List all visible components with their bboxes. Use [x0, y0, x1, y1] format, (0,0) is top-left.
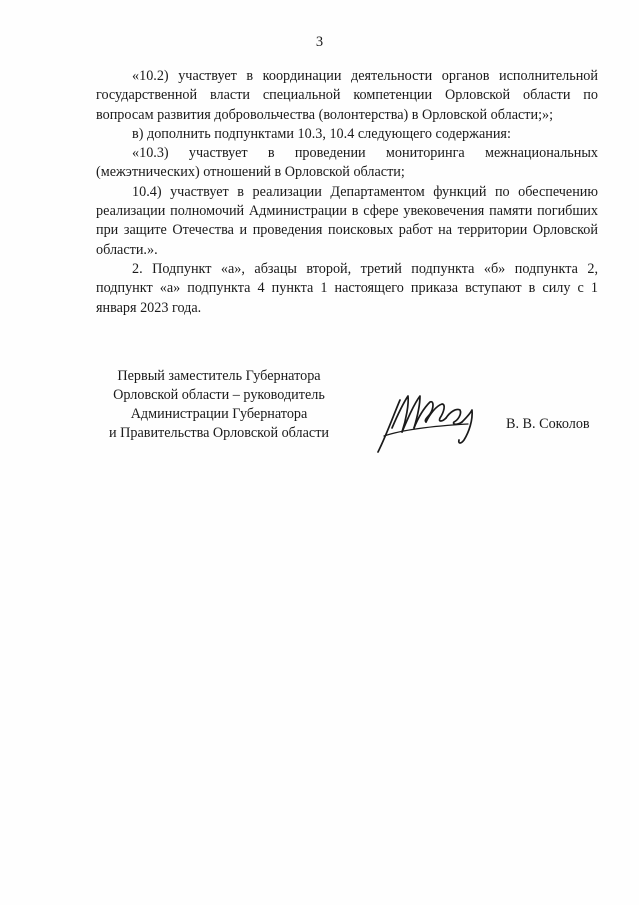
paragraph-10-4: 10.4) участвует в реализации Департаментом функций по обеспечению реализации полномочий Администрации в сфере увековечения памяти погибших при защите Отечества и проведения поисковых работ на территории Орловской области.».	[96, 183, 598, 258]
position-line: Орловской области – руководитель	[113, 387, 325, 403]
paragraph-10-2: «10.2) участвует в координации деятельности органов исполнительной государственной власти специальной компетенции Орловской области по вопросам развития добровольчества (волонтерства) в Орловской области;»;	[96, 68, 598, 123]
position-line: Администрации Губернатора	[130, 406, 308, 422]
page-number: 3	[315, 34, 324, 50]
signatory-position	[84, 367, 354, 443]
paragraph-amend-v: в) дополнить подпунктами 10.3, 10.4 следующего содержания:	[132, 125, 511, 142]
position-line: и Правительства Орловской области	[108, 425, 330, 441]
position-line: Первый заместитель Губернатора	[117, 368, 321, 384]
document-body	[96, 67, 598, 318]
paragraph-10-3: «10.3) участвует в проведении мониторинга межнациональных (межэтнических) отношений в Орловской области;	[96, 145, 598, 181]
signatory-name: В. В. Соколов	[506, 416, 590, 432]
paragraph-effective-date: 2. Подпункт «а», абзацы второй, третий подпункта «б» подпункта 2, подпункт «а» подпункта 4 пункта 1 настоящего приказа вступают в силу с 1 января 2023 года.	[96, 260, 598, 316]
handwritten-signature-icon	[372, 384, 482, 456]
